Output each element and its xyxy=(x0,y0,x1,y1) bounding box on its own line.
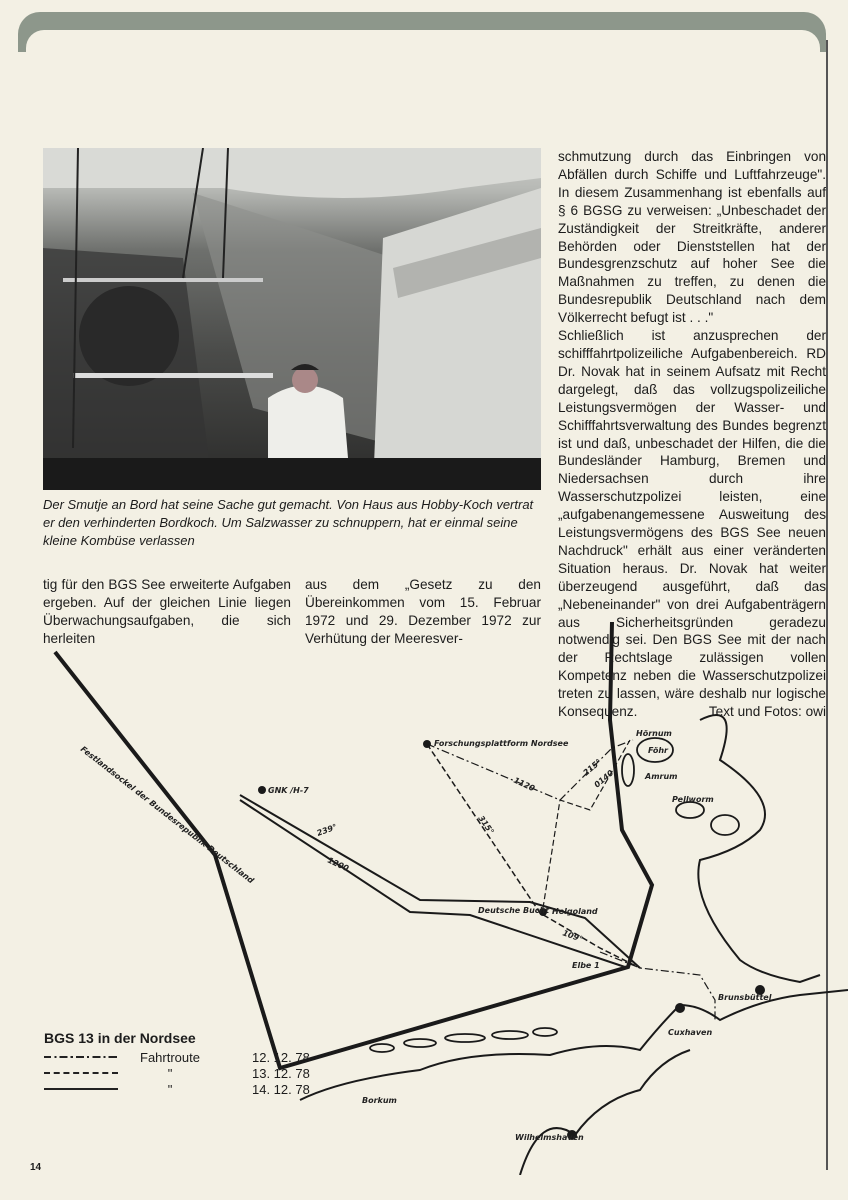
course-label: 109° xyxy=(561,928,584,944)
course-label: 315° xyxy=(476,813,496,837)
route-14-12b xyxy=(240,800,628,968)
coastline-schleswig xyxy=(698,715,820,982)
coastline xyxy=(300,990,848,1100)
course-label: 215° xyxy=(581,757,604,778)
route-12-12b xyxy=(600,952,715,1020)
ship-deck-photo xyxy=(43,148,541,490)
map-label-borkum: Borkum xyxy=(362,1096,397,1105)
shelf-boundary xyxy=(55,622,652,1068)
map-label-amrum: Amrum xyxy=(645,772,678,781)
course-label: 0140 xyxy=(592,768,616,790)
map-label-platform: Forschungsplattform Nordsee xyxy=(434,739,569,748)
photo-caption: Der Smutje an Bord hat seine Sache gut gemacht. Von Haus aus Hobby-Koch vertrat er den verhinderten Bordkoch. Um Salzwasser zu schnuppern, hat er einmal seine kleine Kombüse verlassen xyxy=(43,497,534,548)
course-label: 1200 xyxy=(326,855,351,874)
article-text: aus dem „Gesetz zu den Übereinkommen vom 15. Februar 1972 und 29. Dezember 1972 zur Verhütung der Meeresver- xyxy=(305,577,541,646)
dash-dot-line-swatch xyxy=(44,1056,118,1058)
map-label-bucht: Deutsche Bucht xyxy=(478,906,550,915)
dashed-line-swatch xyxy=(44,1072,118,1074)
article-text: tig für den BGS See erweiterte Aufgaben ergeben. Auf der gleichen Linie liegen Überwachungsaufgaben, die sich herleiten xyxy=(43,577,291,646)
legend-row: Fahrtroute 12. 12. 78 xyxy=(44,1049,310,1065)
map-label-hoernum: Hörnum xyxy=(636,729,672,738)
legend-title: BGS 13 in der Nordsee xyxy=(44,1030,196,1046)
article-paragraph: schmutzung durch das Einbringen von Abfällen durch Schiffe und Luftfahrzeuge". In diesem Zusammenhang ist ebenfalls auf § 6 BGSG zu verweisen: „Unbeschadet der Zuständigkeit der Streitkräfte, anderer Behörden oder Dienststellen hat der Bundesgrenzschutz auf hoher See die Maßnahmen zu treffen, zu denen die Bundesrepublik Deutschland nach dem Völkerrecht befugt ist . . ." xyxy=(558,149,826,326)
page-number: 14 xyxy=(30,1162,42,1173)
map-legend xyxy=(44,1030,310,1097)
solid-line-swatch xyxy=(44,1088,118,1090)
map-label-helgoland: Helgoland xyxy=(552,907,598,916)
coastline-jade xyxy=(520,1050,690,1175)
legend-row: " 14. 12. 78 xyxy=(44,1081,310,1097)
article-paragraph: Schließlich ist anzusprechen der schifffahrtpolizeiliche Aufgabenbereich. RD Dr. Novak hat in seinem Aufsatz mit Recht dargelegt, daß das vollzugspolizeiliche Leistungsvermögen der Wasser- und Schifffahrtsverwaltung des Bundes begrenzt ist und daß, unbeschadet der Hilfen, die die Bundesländer Hamburg, Bremen und Niedersachsen durch ihre Wasserschutzpolizei leisten, eine „aufgabenangemessene Ausweitung des Leistungsvermögens des BGS See neuen Nachdruck" erhält aus einer veränderten Situation heraus. Dr. Novak hat weiter überzeugend ausgeführt, daß das „Nebeneinander" von drei Aufgabenträgern aus Sicherheitsgründen geradezu notwendig sei. Den BGS See mit der nach der Rechtslage zulässigen vollen Kompetenz neben die Wasserschutzpolizei treten zu lassen, wäre deshalb nur logische Konsequenz. xyxy=(558,328,826,720)
header-band-inner xyxy=(26,30,820,70)
map-label-pellworm: Pellworm xyxy=(672,795,714,804)
map-label-foehr: Föhr xyxy=(648,746,668,755)
map-label-elbe: Elbe 1 xyxy=(572,961,600,970)
map-label-cuxhaven: Cuxhaven xyxy=(668,1028,713,1037)
course-label: 239° xyxy=(315,822,339,838)
map-label-brunsbuettel: Brunsbüttel xyxy=(718,993,772,1002)
map-label-wilhelmshaven: Wilhelmshaven xyxy=(515,1133,584,1142)
legend-row: " 13. 12. 78 xyxy=(44,1065,310,1081)
photo-credit: Text und Fotos: owi xyxy=(708,704,826,720)
map-label-shelf: Festlandsockel der Bundesrepublik Deutschland xyxy=(78,744,256,886)
map-label-gnk: GNK /H-7 xyxy=(268,786,309,795)
course-label: 1120 xyxy=(512,775,537,794)
